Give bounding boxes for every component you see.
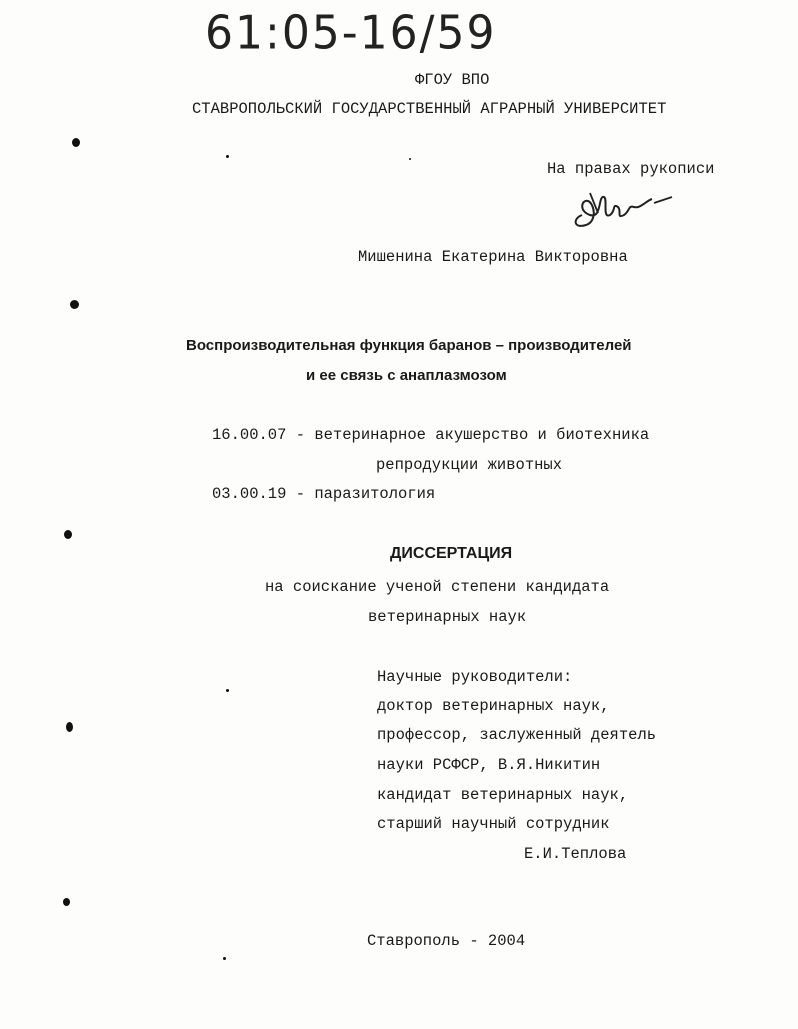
supervisor-line5: старший научный сотрудник [377, 815, 610, 833]
signature-image [568, 185, 678, 235]
supervisor-line1: доктор ветеринарных наук, [377, 697, 610, 715]
thesis-title-line2: и ее связь с анаплазмозом [306, 367, 507, 384]
scan-speck [223, 957, 226, 960]
scan-speck [63, 898, 70, 906]
scan-speck [409, 158, 411, 160]
supervisor-line4: кандидат ветеринарных наук, [377, 786, 629, 804]
author-name: Мишенина Екатерина Викторовна [358, 248, 628, 266]
supervisor-line6: Е.И.Теплова [524, 845, 627, 863]
scan-speck [72, 138, 80, 147]
manuscript-note: На правах рукописи [547, 160, 715, 178]
university-name: СТАВРОПОЛЬСКИЙ ГОСУДАРСТВЕННЫЙ АГРАРНЫЙ УНИВЕРСИТЕТ [192, 100, 667, 118]
specialty-line1: 16.00.07 - ветеринарное акушерство и биотехника [212, 426, 650, 444]
degree-line1: на соискание ученой степени кандидата [265, 578, 610, 596]
specialty-line2: репродукции животных [376, 456, 563, 474]
thesis-title-line1: Воспроизводительная функция баранов – производителей [186, 337, 632, 354]
work-type: ДИССЕРТАЦИЯ [390, 545, 513, 562]
supervisor-line3: науки РСФСР, В.Я.Никитин [377, 756, 601, 774]
scan-speck [64, 530, 72, 539]
scan-speck [66, 722, 73, 732]
scan-speck [226, 689, 229, 692]
footer-city-year: Ставрополь - 2004 [367, 932, 526, 950]
supervisors-heading: Научные руководители: [377, 668, 573, 686]
scan-speck [226, 155, 229, 158]
scan-speck [70, 300, 79, 309]
specialty-line3: 03.00.19 - паразитология [212, 485, 436, 503]
degree-line2: ветеринарных наук [368, 608, 527, 626]
org-short: ФГОУ ВПО [415, 71, 490, 89]
supervisor-line2: профессор, заслуженный деятель [377, 726, 657, 744]
archive-number-handwritten: 61:05-16/59 [205, 6, 497, 61]
